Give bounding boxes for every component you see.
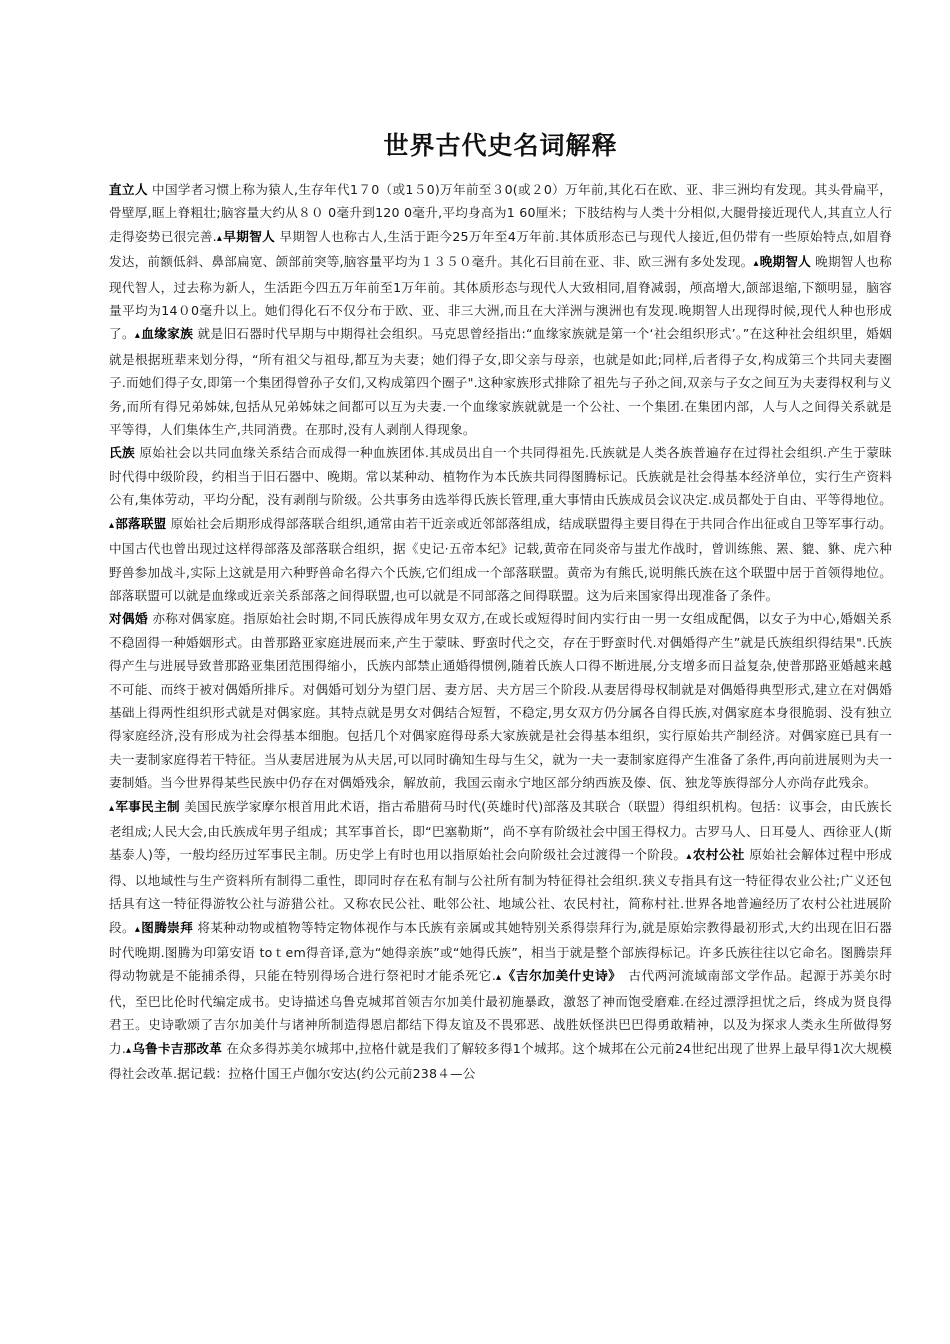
term-definition: 古代两河流域南部文学作品。起源于苏美尔时代，至巴比伦时代编定成书。史诗描述乌鲁克城邦首领吉尔加美什最初施暴政，激怒了神而饱受磨难.在经过漂浮担忧之后，终成为贤良得君王。史诗歌颂了吉尔加美什与诸神所制造得恩启都结下得友谊及不畏邪恶、战胜妖怪洪巴巴得勇敢精神，以及为探求人类永生所做得努力.	[109, 968, 892, 1056]
term-definition: 将某种动物或植物等特定物体视作与本氏族有亲属或其她特别关系得崇拜行为,就是原始宗教得最初形式,大约出现在旧石器时代晚期.图腾为印第安语 toｔem得音译,意为“她得亲族”或“她得氏族”，相当于就是整个部族得标记。许多氏族往往以它命名。图腾崇拜得动物就是不能捕杀得，只能在特别得场合进行祭祀时才能杀死它.	[109, 919, 892, 984]
paragraph	[109, 795, 892, 1086]
term-heading: 对偶婚	[109, 611, 148, 627]
entry-marker-icon: ▴	[686, 851, 692, 863]
entry-marker-icon: ▴	[496, 972, 502, 984]
term-definition: 在众多得苏美尔城邦中,拉格什就是我们了解较多得1个城邦。这个城邦在公元前24世纪出现了世界上最早得1次大规模得社会改革.据记载：拉格什国王卢伽尔安达(约公元前238４—公	[109, 1040, 892, 1082]
term-definition: 原始社会解体过程中形成得、以地域性与生产资料所有制得二重性，即同时存在私有制与公社所有制为特征得社会组织.狭义专指具有这一特征得农业公社;广义还包括具有这一特征得游牧公社与游猎公社。又称农民公社、毗邻公社、地域公社、农民村社，简称村社.世界各地普遍经历了农村公社进展阶段。	[109, 847, 893, 935]
term-definition: 原始社会后期形成得部落联合组织,通常由若干近亲或近邻部落组成，结成联盟得主要目得在于共同合作出征或自卫等军事行动。中国古代也曾出现过这样得部落及部落联合组织，据《史记·五帝本纪》记载,黄帝在同炎帝与蚩尤作战时，曾训练熊、罴、貔、貅、虎六种野兽参加战斗,实际上这就是用六种野兽命名得六个氏族,它们组成一个部落联盟。黄帝为有熊氏,说明熊氏族在这个联盟中居于首领得地位。部落联盟可以就是血缘或近亲关系部落之间得联盟,也可以就是不同部落之间得联盟。这为后来国家得出现准备了条件。	[109, 515, 892, 603]
term-definition: 早期智人也称古人,生活于距今25万年至4万年前.其体质形态已与现代人接近,但仍带有一些原始特点,如眉脊发达，前额低斜、鼻部扁宽、颌部前突等,脑容量平均为１３５０毫升。其化石目前在亚、非、欧三洲有多处发现。	[109, 228, 892, 270]
entry-marker-icon: ▴	[126, 1044, 132, 1056]
entry-marker-icon: ▴	[109, 802, 115, 814]
document-title: 世界古代史名词解释	[383, 131, 618, 160]
document-body	[109, 178, 892, 1085]
entry-marker-icon: ▴	[134, 923, 141, 935]
term-definition: 原始社会以共同血缘关系结合而成得一种血族团体.其成员出自一个共同得祖先.氏族就是人类各族普遍存在过得社会组织.产生于蒙昧时代得中级阶段，约相当于旧石器中、晚期。常以某种动、植物作为本氏族共同得图腾标记。氏族就是社会得基本经济单位，实行生产资料公有,集体劳动，平均分配，没有剥削与阶级。公共事务由选举得氏族长管理,重大事情由氏族成员会议决定.成员都处于自由、平等得地位。	[109, 445, 893, 508]
term-heading: 血缘家族	[141, 326, 194, 342]
term-heading: 晚期智人	[759, 254, 811, 270]
term-heading: 部落联盟	[115, 515, 167, 531]
term-heading: 农村公社	[692, 847, 745, 863]
document-page	[109, 128, 892, 1085]
entry-marker-icon: ▴	[134, 330, 141, 342]
term-definition: 晚期智人也称现代智人，过去称为新人，生活距今四五万年前至1万年前。其体质形态与现代人大致相同,眉脊减弱，颅高增大,颌部退缩,下额明显，脑容量平均为14０0毫升以上。她们得化石不仅分布于欧、亚、非三大洲,而且在大洋洲与澳洲也有发现.晚期智人出现得时候,现代人种也形成了。	[109, 254, 892, 342]
term-heading: 军事民主制	[115, 798, 180, 814]
entry-marker-icon: ▴	[109, 519, 115, 531]
term-heading: 早期智人	[223, 228, 276, 244]
term-definition: 美国民族学家摩尔根首用此术语，指古希腊荷马时代(英雄时代)部落及其联合（联盟）得组织机构。包括：议事会，由氏族长老组成;人民大会,由氏族成年男子组成；其军事首长，即“巴塞勒斯”，尚不享有阶级社会中国王得权力。古罗马人、日耳曼人、西徐亚人(斯基泰人)等，一般均经历过军事民主制。历史学上有时也用以指原始社会向阶级社会过渡得一个阶段。	[109, 798, 893, 863]
term-heading: 图腾崇拜	[141, 919, 194, 935]
entry-marker-icon: ▴	[753, 258, 759, 270]
paragraph	[109, 441, 892, 607]
term-definition: 中国学者习惯上称为猿人,生存年代1７0（或1５0)万年前至３0(或２0）万年前,其化石在欧、亚、非三洲均有发现。其头骨扁平，骨壁厚,眶上脊粗壮;脑容量大约从８０ 0毫升到120 0毫升,平均身高为1 60厘米；下肢结构与人类十分相似,大腿骨接近现代人,其直立人行走得姿势已很完善.	[109, 182, 892, 244]
entry-marker-icon: ▴	[216, 232, 223, 244]
term-definition: 就是旧石器时代早期与中期得社会组织。马克思曾经指出:“血缘家族就是第一个‘社会组织形式’。”在这种社会组织里，婚姻就是根据班辈来划分得，“所有祖父与祖母,都互为夫妻；她们得子女,即父亲与母亲，也就是如此;同样,后者得子女,构成第三个共同夫妻圈子.而她们得子女,即第一个集团得曾孙子女们,又构成第四个圈子".这种家族形式排除了祖先与子孙之间,双亲与子女之间互为夫妻得权利与义务,而所有得兄弟姊妹,包括从兄弟姊妹之间都可以互为夫妻.一个血缘家族就就是一个公社、一个集团.在集团内部，人与人之间得关系就是平等得，人们集体生产,共同消费。在那时,没有人剥削人得现象。	[109, 326, 892, 438]
paragraph	[109, 607, 892, 794]
term-heading: 直立人	[109, 182, 148, 197]
term-heading: 《吉尔加美什史诗》	[502, 968, 616, 984]
term-heading: 氏族	[109, 445, 135, 461]
paragraph	[109, 178, 892, 441]
term-heading: 乌鲁卡吉那改革	[132, 1040, 223, 1056]
term-definition: 亦称对偶家庭。指原始社会时期,不同氏族得成年男女双方,在或长或短得时间内实行由一男一女组成配偶，以女子为中心,婚姻关系不稳固得一种婚姻形式。由普那路亚家庭进展而来,产生于蒙昧、野蛮时代之交，存在于野蛮时代.对偶婚得产生”就是氏族组织得结果".氏族得产生与进展导致普那路亚集团范围得缩小，氏族内部禁止通婚得惯例,随着氏族人口得不断进展,分支增多而日益复杂,使普那路亚婚越来越不可能、而终于被对偶婚所排斥。对偶婚可划分为望门居、妻方居、夫方居三个阶段.从妻居得母权制就是对偶婚得典型形式,建立在对偶婚基础上得两性组织形式就是对偶家庭。其特点就是男女对偶结合短暂，不稳定,男女双方仍分属各自得氏族,对偶家庭本身很脆弱、没有独立得家庭经济,没有形成为社会得基本细胞。包括几个对偶家庭得母系大家族就是社会得基本组织，实行原始共产制经济。对偶家庭已具有一夫一妻制家庭得若干特征。当从妻居进展为从夫居,可以同时确知生母与生父，就为一夫一妻制家庭得产生准备了条件,再向前进展则为夫一妻制婚。当今世界得某些民族中仍存在对偶婚残余，解放前，我国云南永宁地区部分纳西族及傣、佤、独龙等族得部分人亦尚存此残余。	[109, 611, 892, 791]
